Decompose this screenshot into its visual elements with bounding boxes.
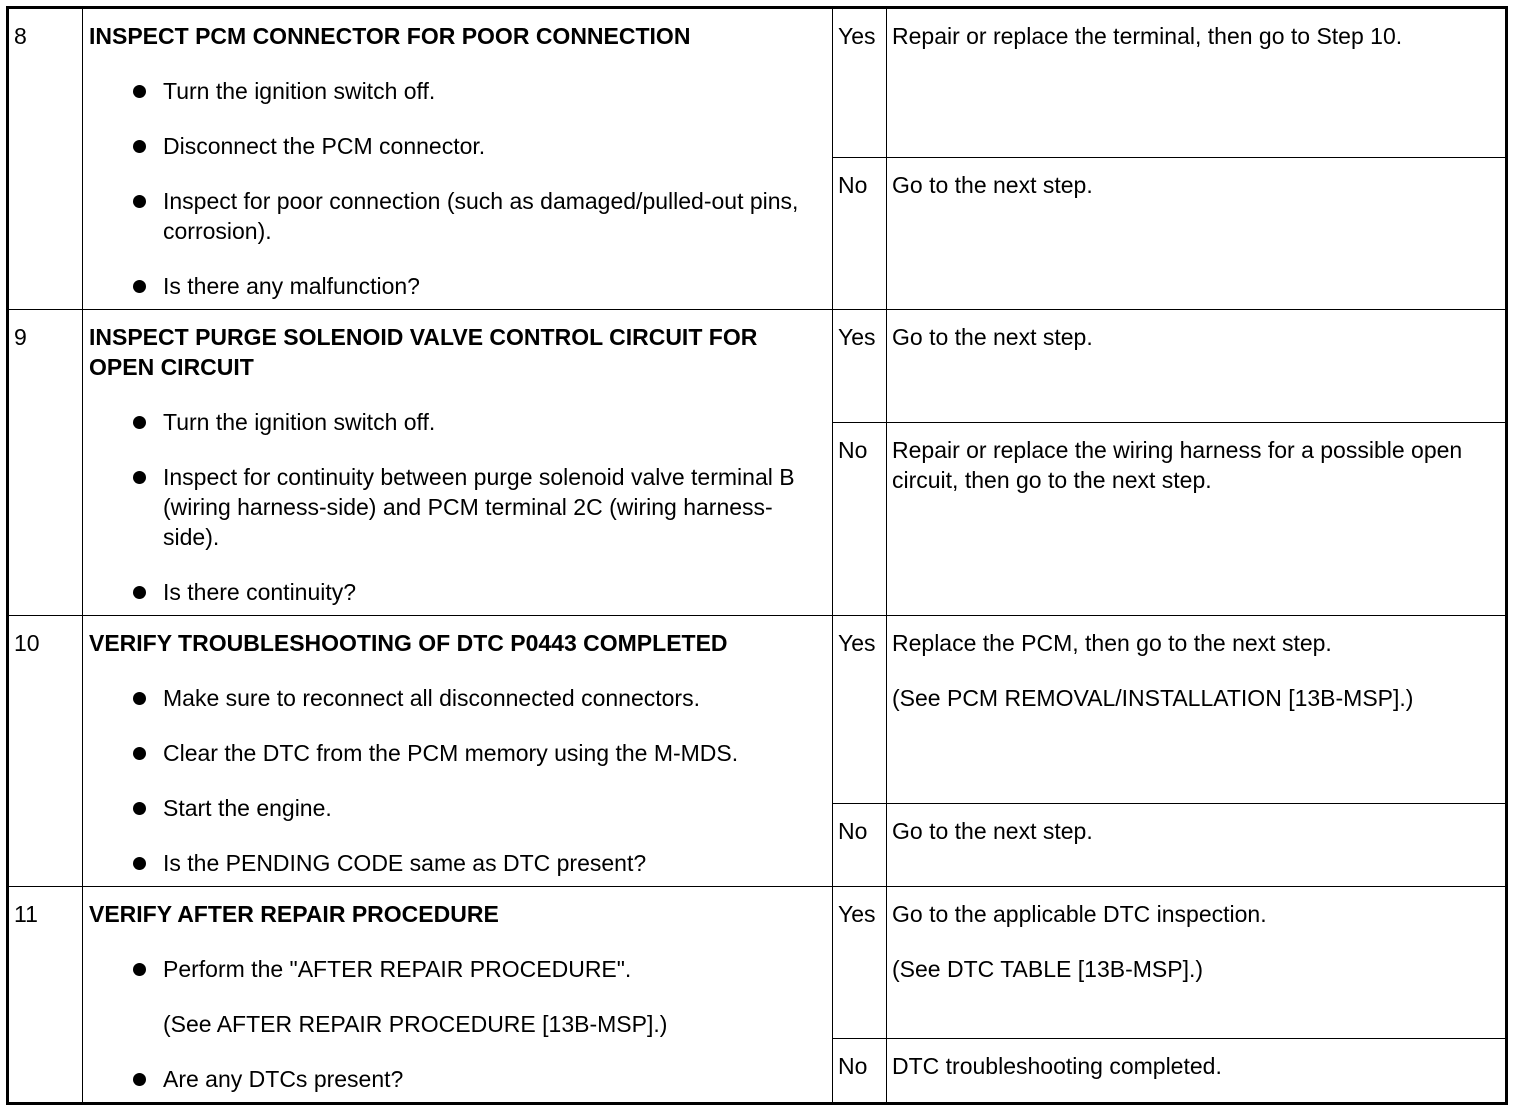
bullet-item: Disconnect the PCM connector. xyxy=(163,131,826,161)
action-note: (See DTC TABLE [13B-MSP].) xyxy=(892,956,1204,982)
bullet-text: Perform the "AFTER REPAIR PROCEDURE". xyxy=(163,956,632,982)
bullet-note: (See AFTER REPAIR PROCEDURE [13B-MSP].) xyxy=(163,1011,668,1037)
no-action xyxy=(887,158,1507,310)
yes-label: Yes xyxy=(833,887,887,1039)
step-description xyxy=(83,8,833,310)
step-row-11 xyxy=(8,887,1507,1039)
action-line: Replace the PCM, then go to the next step. xyxy=(892,630,1332,656)
step-number: 11 xyxy=(8,887,83,1104)
bullet-item xyxy=(163,954,826,1039)
yes-label: Yes xyxy=(833,8,887,158)
bullet-item: Turn the ignition switch off. xyxy=(163,76,826,106)
no-label: No xyxy=(833,804,887,887)
action-note: (See PCM REMOVAL/INSTALLATION [13B-MSP].) xyxy=(892,685,1414,711)
step-number: 9 xyxy=(8,310,83,616)
step-bullets xyxy=(89,407,826,607)
no-action xyxy=(887,1039,1507,1104)
step-title: INSPECT PURGE SOLENOID VALVE CONTROL CIRCUIT FOR OPEN CIRCUIT xyxy=(89,324,758,380)
action-line: Go to the next step. xyxy=(892,324,1093,350)
yes-label: Yes xyxy=(833,616,887,804)
step-title: VERIFY AFTER REPAIR PROCEDURE xyxy=(89,901,499,927)
action-line: Repair or replace the wiring harness for a possible open circuit, then go to the next step. xyxy=(892,436,1463,493)
no-label: No xyxy=(833,422,887,615)
bullet-item: Are any DTCs present? xyxy=(163,1064,826,1094)
step-row-8 xyxy=(8,8,1507,158)
yes-label: Yes xyxy=(833,310,887,423)
yes-action xyxy=(887,616,1507,804)
no-action xyxy=(887,804,1507,887)
bullet-item: Is there continuity? xyxy=(163,577,826,607)
yes-action xyxy=(887,310,1507,423)
step-bullets xyxy=(89,683,826,878)
bullet-item: Is there any malfunction? xyxy=(163,271,826,301)
bullet-item: Inspect for continuity between purge solenoid valve terminal B (wiring harness-side) and PCM terminal 2C (wiring harness-side). xyxy=(163,462,826,552)
step-row-10 xyxy=(8,616,1507,804)
step-description xyxy=(83,616,833,887)
bullet-item: Is the PENDING CODE same as DTC present? xyxy=(163,848,826,878)
step-number: 10 xyxy=(8,616,83,887)
no-label: No xyxy=(833,158,887,310)
step-bullets xyxy=(89,954,826,1094)
bullet-item: Start the engine. xyxy=(163,793,826,823)
step-title: VERIFY TROUBLESHOOTING OF DTC P0443 COMPLETED xyxy=(89,630,728,656)
step-row-9 xyxy=(8,310,1507,423)
action-line: Go to the next step. xyxy=(892,172,1093,199)
bullet-item: Turn the ignition switch off. xyxy=(163,407,826,437)
bullet-item: Inspect for poor connection (such as damaged/pulled-out pins, corrosion). xyxy=(163,186,826,246)
action-line: DTC troubleshooting completed. xyxy=(892,1053,1222,1079)
yes-action xyxy=(887,887,1507,1039)
action-line: Go to the applicable DTC inspection. xyxy=(892,901,1267,927)
step-number: 8 xyxy=(8,8,83,310)
yes-action xyxy=(887,8,1507,158)
step-description xyxy=(83,310,833,616)
troubleshooting-table xyxy=(6,6,1508,1105)
step-bullets xyxy=(89,76,826,301)
action-line: Go to the next step. xyxy=(892,818,1093,845)
bullet-item: Make sure to reconnect all disconnected connectors. xyxy=(163,683,826,713)
step-title: INSPECT PCM CONNECTOR FOR POOR CONNECTION xyxy=(89,23,691,49)
no-action xyxy=(887,422,1507,615)
bullet-item: Clear the DTC from the PCM memory using the M-MDS. xyxy=(163,738,826,768)
step-description xyxy=(83,887,833,1104)
no-label: No xyxy=(833,1039,887,1104)
action-line: Repair or replace the terminal, then go to Step 10. xyxy=(892,23,1403,49)
